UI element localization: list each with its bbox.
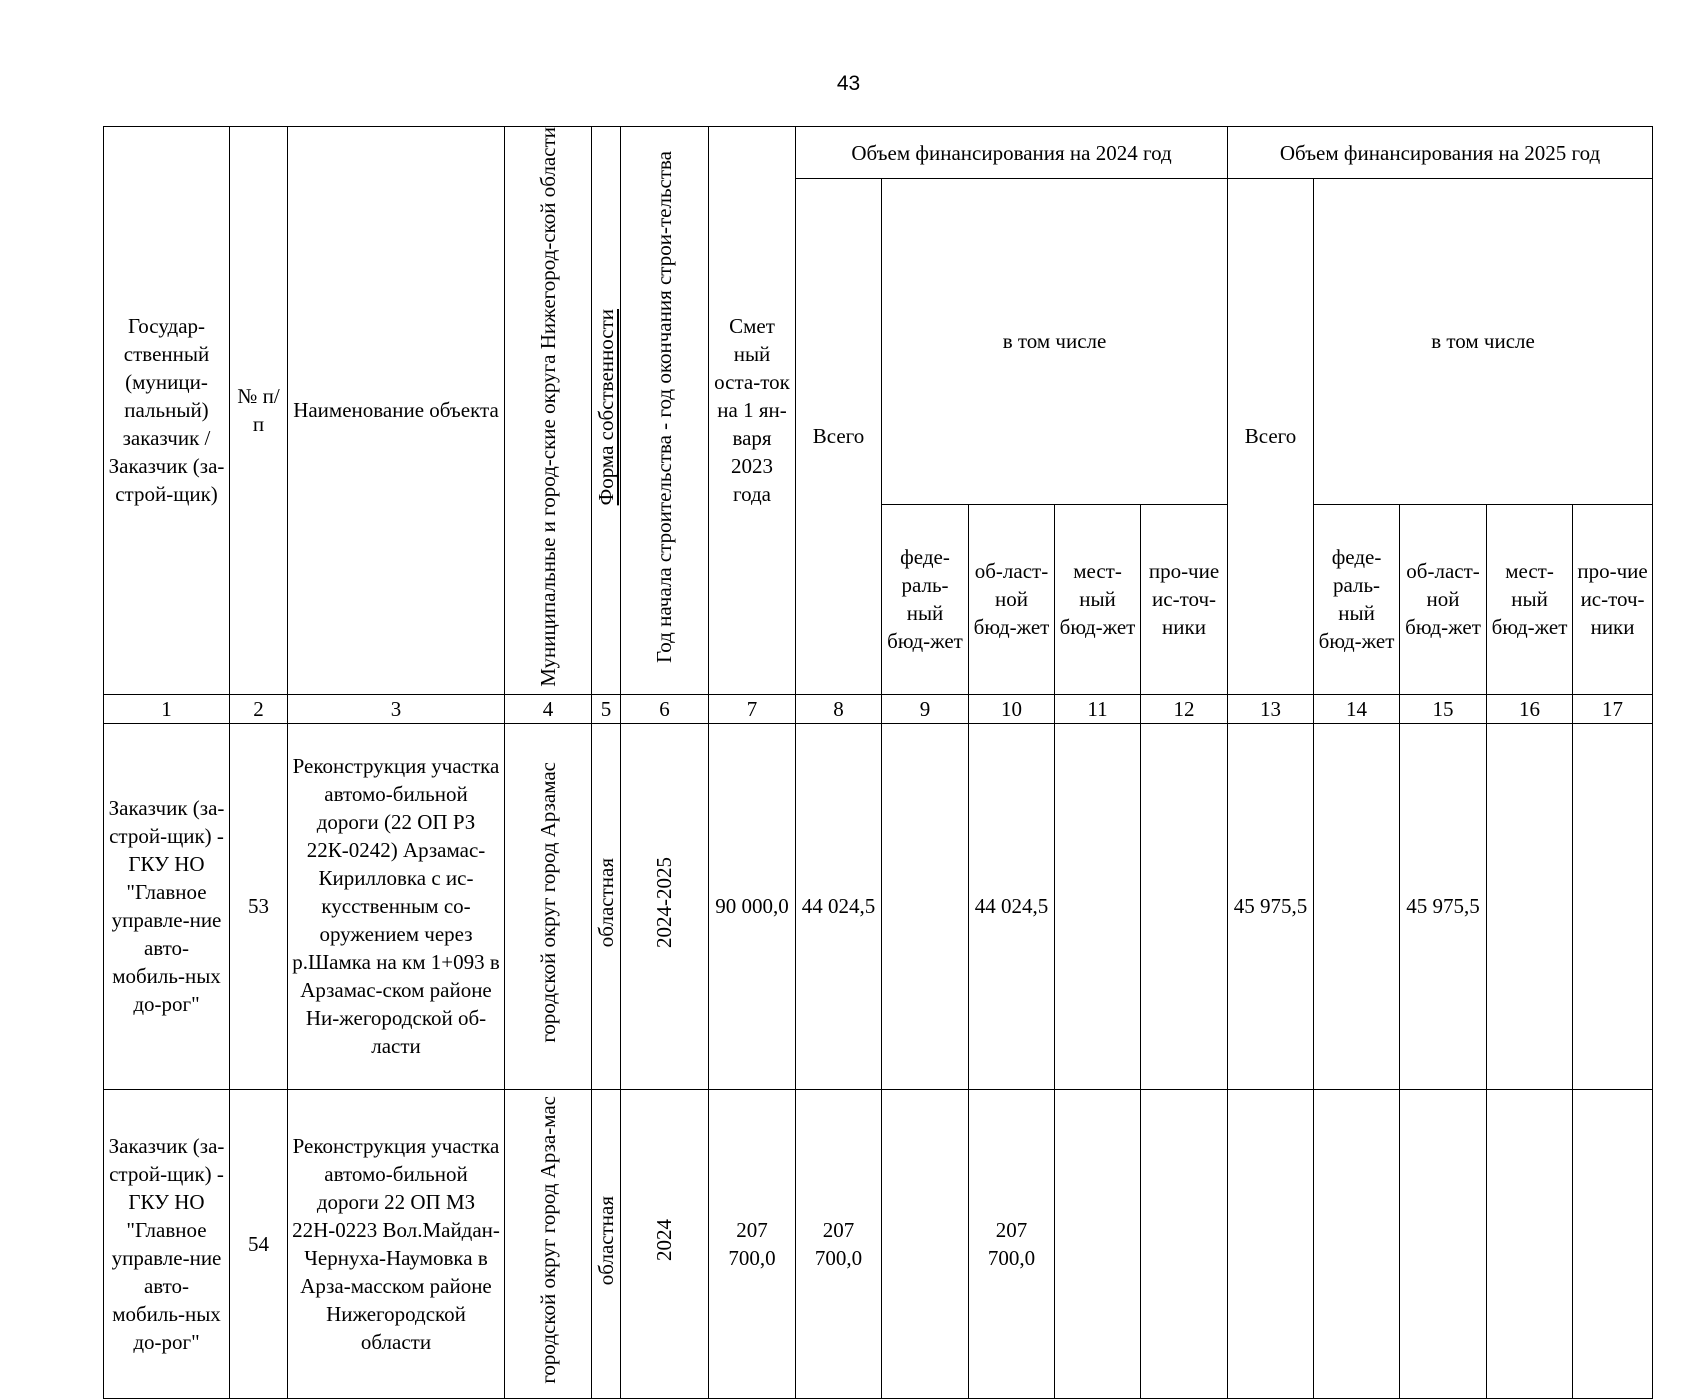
column-number: 5 xyxy=(592,694,621,723)
header-other-2024: про-чие ис-точ-ники xyxy=(1141,504,1228,694)
row-total-2025: 45 975,5 xyxy=(1228,723,1314,1089)
header-number: № п/п xyxy=(230,127,288,695)
header-federal-2025: феде-раль-ный бюд-жет xyxy=(1314,504,1400,694)
row-federal-2025 xyxy=(1314,723,1400,1089)
row-municipality xyxy=(505,723,592,1089)
row-municipality xyxy=(505,1089,592,1398)
column-number: 17 xyxy=(1573,694,1653,723)
column-number: 7 xyxy=(709,694,796,723)
row-other-2025 xyxy=(1573,723,1653,1089)
row-other-2025 xyxy=(1573,1089,1653,1398)
row-total-2025 xyxy=(1228,1089,1314,1398)
column-number: 15 xyxy=(1400,694,1487,723)
header-including-2024: в том числе xyxy=(882,179,1228,505)
header-regional-2024: об-ласт-ной бюд-жет xyxy=(969,504,1055,694)
column-number: 10 xyxy=(969,694,1055,723)
column-number: 12 xyxy=(1141,694,1228,723)
table-row xyxy=(104,1089,1653,1398)
column-number: 13 xyxy=(1228,694,1314,723)
row-object-name: Реконструкция участка автомо-бильной дороги 22 ОП МЗ 22Н-0223 Вол.Майдан-Чернуха-Наумовка в Арза-масском районе Нижегородской области xyxy=(288,1089,505,1398)
row-years xyxy=(621,1089,709,1398)
header-estimate: Смет ный оста-ток на 1 ян-варя 2023 года xyxy=(709,127,796,695)
row-other-2024 xyxy=(1141,1089,1228,1398)
column-number: 2 xyxy=(230,694,288,723)
row-regional-2025 xyxy=(1400,1089,1487,1398)
header-total-2024: Всего xyxy=(796,179,882,695)
row-total-2024: 207 700,0 xyxy=(796,1089,882,1398)
row-years-text: 2024 xyxy=(652,1219,676,1262)
header-ownership-text: Форма собственности xyxy=(593,308,618,506)
row-municipality-text: городской округ город Арза-мас xyxy=(535,1096,560,1385)
page-number: 43 xyxy=(836,72,861,95)
row-total-2024: 44 024,5 xyxy=(796,723,882,1089)
row-years-text: 2024-2025 xyxy=(652,857,676,949)
header-object-name: Наименование объекта xyxy=(288,127,505,695)
row-regional-2025: 45 975,5 xyxy=(1400,723,1487,1089)
header-fin-2024: Объем финансирования на 2024 год xyxy=(796,127,1228,179)
column-number: 14 xyxy=(1314,694,1400,723)
header-row-1 xyxy=(104,127,1653,179)
row-years xyxy=(621,723,709,1089)
row-local-2024 xyxy=(1055,1089,1141,1398)
header-fin-2025: Объем финансирования на 2025 год xyxy=(1228,127,1653,179)
header-local-2024: мест-ный бюд-жет xyxy=(1055,504,1141,694)
row-object-name: Реконструкция участка автомо-бильной дороги (22 ОП РЗ 22К-0242) Арзамас-Кирилловка с ис-кусственным со-оружением через р.Шамка на км 1+093 в Арзамас-ском районе Ни-жегородской об-ласти xyxy=(288,723,505,1089)
row-federal-2024 xyxy=(882,723,969,1089)
row-other-2024 xyxy=(1141,723,1228,1089)
row-federal-2025 xyxy=(1314,1089,1400,1398)
investment-table xyxy=(103,126,1653,1399)
column-number: 8 xyxy=(796,694,882,723)
row-local-2025 xyxy=(1487,1089,1573,1398)
header-ownership xyxy=(592,127,621,695)
header-regional-2025: об-ласт-ной бюд-жет xyxy=(1400,504,1487,694)
row-ownership-text: областная xyxy=(593,858,618,948)
header-years xyxy=(621,127,709,695)
row-local-2024 xyxy=(1055,723,1141,1089)
row-customer: Заказчик (за-строй-щик) - ГКУ НО "Главное управле-ние авто-мобиль-ных до-рог" xyxy=(104,1089,230,1398)
column-number: 1 xyxy=(104,694,230,723)
column-number: 9 xyxy=(882,694,969,723)
row-customer: Заказчик (за-строй-щик) - ГКУ НО "Главное управле-ние авто-мобиль-ных до-рог" xyxy=(104,723,230,1089)
header-customer: Государ-ственный (муници-пальный) заказчик /Заказчик (за-строй-щик) xyxy=(104,127,230,695)
row-ownership xyxy=(592,723,621,1089)
row-number: 53 xyxy=(230,723,288,1089)
column-number: 11 xyxy=(1055,694,1141,723)
row-ownership-text: областная xyxy=(593,1195,618,1285)
row-regional-2024: 207 700,0 xyxy=(969,1089,1055,1398)
row-municipality-text: городской округ город Арзамас xyxy=(535,762,560,1044)
column-number: 3 xyxy=(288,694,505,723)
header-total-2025: Всего xyxy=(1228,179,1314,695)
row-ownership xyxy=(592,1089,621,1398)
row-local-2025 xyxy=(1487,723,1573,1089)
column-number: 4 xyxy=(505,694,592,723)
header-federal-2024: феде-раль-ный бюд-жет xyxy=(882,504,969,694)
header-including-2025: в том числе xyxy=(1314,179,1653,505)
row-federal-2024 xyxy=(882,1089,969,1398)
header-local-2025: мест-ный бюд-жет xyxy=(1487,504,1573,694)
row-estimate: 207 700,0 xyxy=(709,1089,796,1398)
table-row xyxy=(104,723,1653,1089)
header-municipality xyxy=(505,127,592,695)
row-estimate: 90 000,0 xyxy=(709,723,796,1089)
header-other-2025: про-чие ис-точ-ники xyxy=(1573,504,1653,694)
header-municipality-text: Муниципальные и город-ские округа Нижегород-ской области xyxy=(535,127,560,687)
header-years-text: Год начала строительства - год окончания строи-тельства xyxy=(652,150,676,663)
column-number-row xyxy=(104,694,1653,723)
row-regional-2024: 44 024,5 xyxy=(969,723,1055,1089)
column-number: 6 xyxy=(621,694,709,723)
row-number: 54 xyxy=(230,1089,288,1398)
column-number: 16 xyxy=(1487,694,1573,723)
